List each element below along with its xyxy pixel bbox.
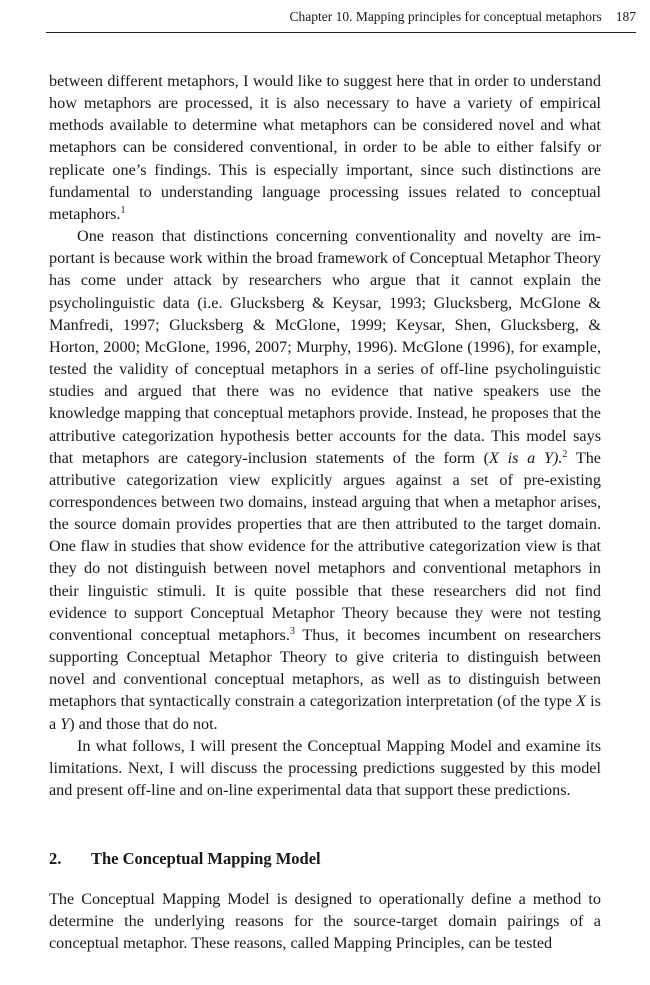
body-text (49, 70, 601, 955)
italic-x: X (576, 692, 587, 711)
footnote-marker-2: 2 (562, 448, 568, 460)
paragraph-mapping-model (49, 888, 601, 954)
section-title: The Conceptual Mapping Model (91, 849, 321, 869)
footnote-marker-3: 3 (289, 625, 295, 637)
running-head (46, 8, 636, 33)
section-number: 2. (49, 849, 62, 869)
paragraph-outline (49, 735, 601, 801)
footnote-marker-1: 1 (120, 204, 126, 216)
paragraph-text: Thus, it becomes incumbent on researchers supporting Conceptual Metaphor Theory to give criteria to distinguish between novel and conventional conceptual metaphors, as well as to distinguish between metaphors that syntactically constrain a categorization interpretation (of the type (49, 625, 601, 711)
paragraph-text: between different metaphors, I would like to suggest here that in order to understand how metaphors are processed, it is also necessary to have a variety of empirical methods available to determine what metaphors can be considered novel and what metaphors can be considered conventional, in order to be able to either falsify or replicate one’s findings. This is especially important, since such distinctions are fundamental to understanding language processing issues related to conceptual metaphors. (49, 72, 601, 223)
paragraph-continued (49, 70, 601, 225)
paragraph-text: The Conceptual Mapping Model is designed to operationally define a method to determine the underlying reasons for the source-target domain pairings of a conceptual metaphor. These reasons, called Mapping Principles, can be tested (49, 890, 601, 953)
running-head-title: Chapter 10. Mapping principles for conceptual metaphors (289, 9, 602, 24)
paragraph-text: is a (49, 692, 601, 733)
paragraph-text: The attributive categorization view explicitly argues against a set of pre-existing correspondences between two domains, instead arguing that when a metaphor arises, the source domain provides properties that are then attributed to the target domain. One flaw in studies that show evidence for the attributive categorization view is that they do not distinguish between novel metaphors and conventional metaphors in their linguistic stimuli. It is quite possible that these researchers did not find evidence to support Conceptual Metaphor Theory because they were not testing conventional conceptual metaphors. (49, 448, 601, 644)
paragraph-text: ) and those that do not. (69, 714, 218, 733)
paragraph-text: In what follows, I will present the Conceptual Mapping Model and examine its limitations. Next, I will discuss the processing predictions suggested by this model and present off-line and on-line experimental data that support these predictions. (49, 736, 601, 799)
italic-formula: X is a Y). (489, 448, 563, 467)
paragraph-text: One reason that distinctions concerning conventionality and novelty are important is because work within the broad framework of Conceptual Metaphor Theory has come under attack by researchers who argue that it cannot explain the psycholinguistic data (i.e. Glucksberg & Keysar, 1993; Glucksberg, McGlone & Manfredi, 1997; Glucksberg & McGlone, 1999; Keysar, Shen, Glucksberg, & Horton, 2000; McGlone, 1996, 2007; Murphy, 1996). McGlone (1996), for example, tested the validity of conceptual metaphors in a series of off-line psycholinguistic studies and argued that there was no evidence that native speakers use the knowledge mapping that conceptual metaphors provide. Instead, he proposes that the attributive categorization hypothesis better accounts for the data. This model says that metaphors are category-inclusion statements of the form ( (49, 227, 601, 467)
italic-y: Y (60, 714, 70, 733)
section-heading (49, 848, 601, 870)
paragraph-conventionality (49, 225, 601, 735)
page-number: 187 (615, 9, 636, 24)
